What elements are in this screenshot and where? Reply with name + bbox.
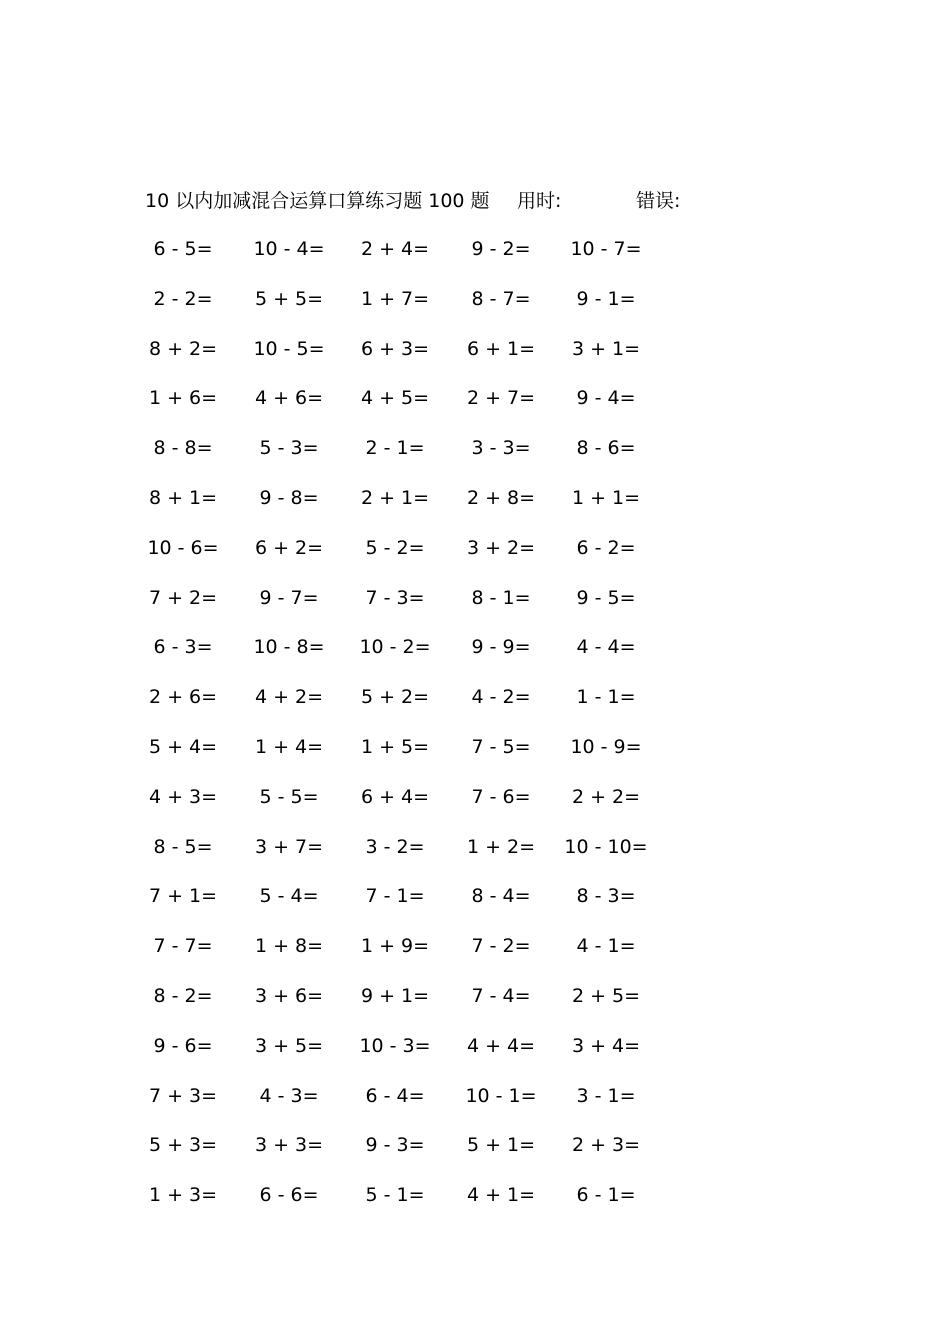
problem-item: 9 + 1= — [360, 984, 430, 1007]
problem-item: 9 - 9= — [471, 636, 531, 659]
problem-row — [130, 383, 690, 433]
problem-item: 3 - 2= — [365, 835, 425, 858]
problem-item: 10 - 1= — [465, 1084, 537, 1107]
problem-row — [130, 632, 690, 682]
problem-item: 6 - 2= — [576, 536, 636, 559]
problem-item: 7 - 6= — [471, 785, 531, 808]
problem-item: 3 + 7= — [254, 835, 324, 858]
problem-row — [130, 433, 690, 483]
problem-item: 2 + 3= — [571, 1134, 641, 1157]
problem-item: 10 - 7= — [570, 238, 642, 260]
problem-item: 6 - 4= — [365, 1084, 425, 1107]
problem-row — [130, 732, 690, 782]
worksheet-title: 10 以内加减混合运算口算练习题 100 题 — [145, 190, 490, 212]
problem-item: 8 - 7= — [471, 287, 531, 310]
problem-item: 2 + 5= — [571, 984, 641, 1007]
problem-item: 1 + 4= — [254, 735, 324, 758]
problem-item: 5 - 4= — [259, 885, 319, 908]
problem-row — [130, 234, 690, 284]
problem-row — [130, 782, 690, 832]
problem-item: 10 - 6= — [147, 536, 219, 559]
problem-item: 10 - 4= — [253, 238, 325, 260]
problem-item: 6 + 2= — [254, 536, 324, 559]
problem-item: 6 - 1= — [576, 1184, 636, 1207]
problem-item: 3 + 1= — [571, 337, 641, 360]
problem-row — [130, 1031, 690, 1081]
problem-item: 1 + 7= — [360, 287, 430, 310]
problem-row — [130, 583, 690, 633]
problem-row — [130, 533, 690, 583]
problem-item: 9 - 8= — [259, 486, 319, 509]
problem-item: 9 - 1= — [576, 287, 636, 310]
problem-item: 7 - 1= — [365, 885, 425, 908]
problem-item: 9 - 3= — [365, 1134, 425, 1157]
problem-item: 9 - 2= — [471, 238, 531, 260]
problem-item: 2 + 7= — [466, 387, 536, 410]
problem-item: 9 - 5= — [576, 586, 636, 609]
problem-item: 10 - 2= — [359, 636, 431, 659]
problem-item: 1 + 2= — [466, 835, 536, 858]
problem-item: 7 - 7= — [153, 935, 213, 958]
problem-item: 9 - 4= — [576, 387, 636, 410]
problem-item: 6 + 1= — [466, 337, 536, 360]
problem-item: 10 - 9= — [570, 735, 642, 758]
problem-row — [130, 1180, 690, 1230]
problem-item: 2 + 1= — [360, 486, 430, 509]
problem-item: 3 + 6= — [254, 984, 324, 1007]
problem-row — [130, 483, 690, 533]
problem-item: 6 - 3= — [153, 636, 213, 659]
error-count-label: 错误: — [636, 190, 681, 212]
problem-item: 2 + 4= — [360, 238, 430, 260]
problem-item: 10 - 8= — [253, 636, 325, 659]
problem-item: 9 - 7= — [259, 586, 319, 609]
problem-item: 7 - 3= — [365, 586, 425, 609]
problem-item: 4 - 4= — [576, 636, 636, 659]
problem-item: 4 + 1= — [466, 1184, 536, 1207]
problem-row — [130, 682, 690, 732]
problem-item: 2 + 8= — [466, 486, 536, 509]
problem-item: 4 + 3= — [148, 785, 218, 808]
problem-row — [130, 334, 690, 384]
problem-item: 3 + 3= — [254, 1134, 324, 1157]
problem-item: 10 - 10= — [564, 835, 648, 858]
problem-item: 4 + 4= — [466, 1034, 536, 1057]
problem-item: 1 + 3= — [148, 1184, 218, 1207]
problem-item: 3 - 1= — [576, 1084, 636, 1107]
problem-item: 5 - 2= — [365, 536, 425, 559]
problem-item: 1 + 9= — [360, 935, 430, 958]
problem-item: 5 + 4= — [148, 735, 218, 758]
problem-item: 5 - 5= — [259, 785, 319, 808]
time-used-label: 用时: — [517, 190, 562, 212]
problem-item: 8 - 3= — [576, 885, 636, 908]
problem-item: 6 - 6= — [259, 1184, 319, 1207]
problem-item: 7 + 3= — [148, 1084, 218, 1107]
problem-item: 9 - 6= — [153, 1034, 213, 1057]
problem-item: 2 - 2= — [153, 287, 213, 310]
problem-item: 4 + 2= — [254, 686, 324, 709]
problem-row — [130, 284, 690, 334]
problem-item: 7 + 1= — [148, 885, 218, 908]
problem-grid — [130, 234, 690, 1230]
problem-item: 2 - 1= — [365, 437, 425, 460]
problem-item: 3 + 2= — [466, 536, 536, 559]
problem-item: 7 + 2= — [148, 586, 218, 609]
problem-item: 5 + 2= — [360, 686, 430, 709]
problem-row — [130, 1130, 690, 1180]
problem-item: 4 + 6= — [254, 387, 324, 410]
problem-item: 4 - 3= — [259, 1084, 319, 1107]
problem-item: 1 + 8= — [254, 935, 324, 958]
problem-item: 4 - 1= — [576, 935, 636, 958]
problem-item: 7 - 2= — [471, 935, 531, 958]
problem-row — [130, 981, 690, 1031]
problem-item: 5 + 5= — [254, 287, 324, 310]
problem-item: 5 + 3= — [148, 1134, 218, 1157]
problem-item: 4 - 2= — [471, 686, 531, 709]
problem-item: 4 + 5= — [360, 387, 430, 410]
problem-row — [130, 1081, 690, 1131]
problem-item: 3 + 4= — [571, 1034, 641, 1057]
problem-item: 1 + 1= — [571, 486, 641, 509]
problem-item: 8 + 2= — [148, 337, 218, 360]
problem-item: 3 + 5= — [254, 1034, 324, 1057]
problem-item: 1 - 1= — [576, 686, 636, 709]
problem-item: 2 + 2= — [571, 785, 641, 808]
problem-item: 8 - 2= — [153, 984, 213, 1007]
problem-item: 8 - 6= — [576, 437, 636, 460]
problem-item: 8 + 1= — [148, 486, 218, 509]
problem-item: 8 - 5= — [153, 835, 213, 858]
problem-item: 7 - 4= — [471, 984, 531, 1007]
problem-item: 1 + 6= — [148, 387, 218, 410]
problem-row — [130, 881, 690, 931]
problem-item: 8 - 4= — [471, 885, 531, 908]
problem-row — [130, 931, 690, 981]
problem-item: 2 + 6= — [148, 686, 218, 709]
problem-item: 10 - 5= — [253, 337, 325, 360]
problem-item: 5 - 3= — [259, 437, 319, 460]
problem-item: 6 + 4= — [360, 785, 430, 808]
problem-item: 7 - 5= — [471, 735, 531, 758]
problem-item: 5 - 1= — [365, 1184, 425, 1207]
problem-item: 1 + 5= — [360, 735, 430, 758]
problem-row — [130, 832, 690, 882]
problem-item: 10 - 3= — [359, 1034, 431, 1057]
problem-item: 8 - 8= — [153, 437, 213, 460]
problem-item: 6 - 5= — [153, 238, 213, 260]
problem-item: 5 + 1= — [466, 1134, 536, 1157]
problem-item: 6 + 3= — [360, 337, 430, 360]
problem-item: 3 - 3= — [471, 437, 531, 460]
problem-item: 8 - 1= — [471, 586, 531, 609]
